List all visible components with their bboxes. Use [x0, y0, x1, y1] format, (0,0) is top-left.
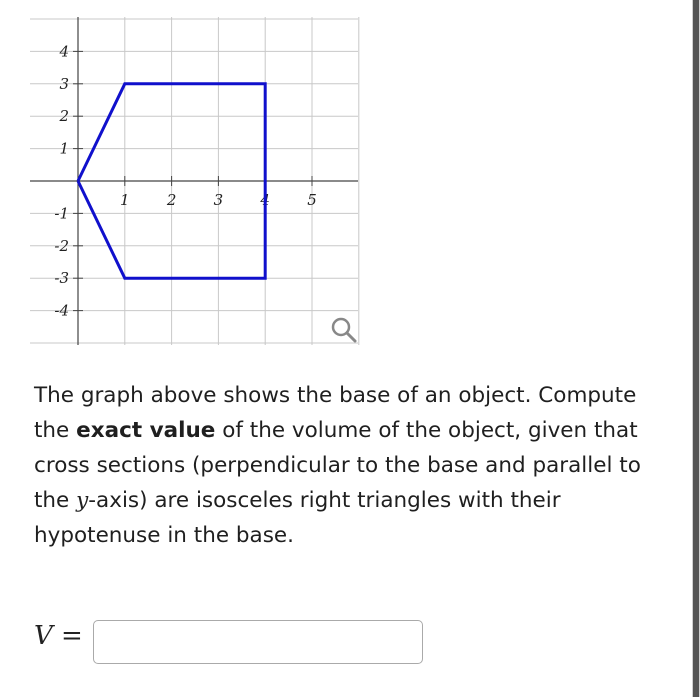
y-tick-label: 2: [59, 107, 69, 126]
answer-variable: V: [34, 621, 53, 651]
magnifier-icon[interactable]: [333, 319, 355, 341]
x-tick-label: 3: [213, 191, 224, 209]
answer-input[interactable]: [93, 620, 423, 664]
scrollbar-thumb[interactable]: [693, 0, 699, 697]
y-tick-label: -3: [54, 269, 69, 288]
answer-equals: =: [61, 621, 83, 651]
problem-text-var: y: [76, 488, 89, 513]
y-tick-label: -2: [54, 236, 69, 255]
y-tick-label: 4: [59, 42, 69, 61]
answer-label: [34, 621, 83, 651]
problem-statement: [34, 378, 674, 553]
x-tick-label: 5: [307, 191, 317, 209]
problem-text-1: The graph above shows the base of an object. Compute the: [34, 383, 637, 443]
problem-text-3: -axis) are isosceles right triangles with their hypotenuse in the base.: [34, 488, 561, 548]
x-tick-label: 4: [260, 191, 270, 209]
y-tick-label: 3: [59, 74, 69, 93]
y-tick-label: -4: [54, 301, 69, 320]
problem-text-bold: exact value: [76, 418, 216, 443]
problem-text-2: of the volume of the object, given that cross sections (perpendicular to the base and parallel to the: [34, 418, 641, 513]
y-tick-label: 1: [59, 139, 69, 158]
x-tick-label: 1: [120, 191, 130, 209]
y-tick-label: -1: [54, 204, 69, 223]
x-tick-label: 2: [166, 191, 177, 209]
graph: [0, 0, 370, 350]
